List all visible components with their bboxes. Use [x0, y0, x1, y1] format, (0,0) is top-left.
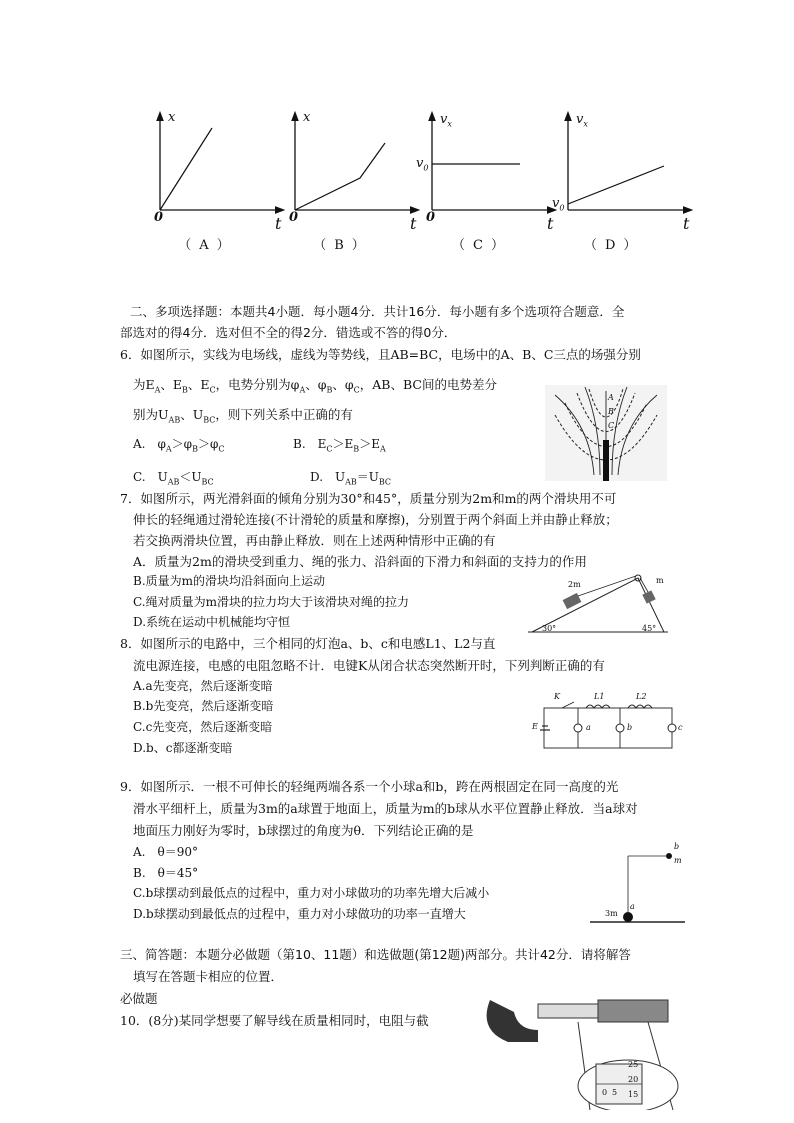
mass-2m-label: 2m: [568, 580, 581, 589]
q9-pendulum-figure: [590, 842, 685, 927]
graph-label: （A）: [178, 238, 238, 253]
q6-option-d: D. $U_{AB}=U_{BC}$: [310, 470, 392, 487]
point-c-label: C: [608, 421, 615, 430]
q6-line3: 别为$U_{AB}$、$U_{BC}$，则下列关系中正确的有: [133, 407, 353, 425]
q8-option-d: D.b、c都逐渐变暗: [133, 741, 233, 755]
scale-20-label: 20: [628, 1075, 639, 1084]
q7-incline-figure: [528, 570, 668, 638]
angle-30-label: 30°: [542, 624, 557, 633]
q7-line1: 7．如图所示，两光滑斜面的倾角分别为30°和45°，质量分别为2m和m的两个滑块用不可: [120, 491, 617, 506]
angle-45-label: 45°: [642, 624, 657, 633]
y-axis-label: x: [303, 110, 311, 125]
lamp-c-label: c: [678, 723, 683, 732]
required-label: 必做题: [120, 991, 158, 1006]
t-axis-label: t: [410, 214, 417, 233]
section3-heading-line1: 三、简答题：本题分必做题（第10、11题）和选做题(第12题)两部分。共计42分．请将解答: [120, 947, 631, 962]
point-b-label: B: [608, 407, 614, 416]
inductor-l2-label: L2: [636, 692, 647, 701]
q9-option-b: B. θ＝45°: [133, 866, 199, 880]
q8-line2: 流电源连接，电感的电阻忽略不计．电键K从闭合状态突然断开时，下列判断正确的有: [133, 658, 605, 673]
t-axis-label: t: [547, 214, 554, 233]
micrometer-figure: [478, 990, 690, 1110]
q9-line3: 地面压力刚好为零时，b球摆过的角度为θ．下列结论正确的是: [133, 823, 474, 838]
y-axis-label: x: [168, 110, 176, 125]
q7-option-c: C.绳对质量为m滑块的拉力均大于该滑块对绳的拉力: [133, 595, 409, 609]
origin-label: 0: [426, 210, 436, 225]
section2-heading-line2: 部选对的得4分．选对但不全的得2分．错选或不答的得0分．: [120, 325, 457, 340]
y-axis-label: $v_x$: [440, 112, 452, 129]
q6-option-b: B. $E_C>E_B>E_A$: [293, 437, 386, 454]
scale-5-label: 5: [612, 1088, 618, 1097]
q10-line1: 10．(8分)某同学想要了解导线在质量相同时，电阻与截: [120, 1013, 429, 1028]
graph-d: [552, 108, 698, 268]
q8-circuit-figure: [532, 690, 682, 752]
origin-label: 0: [289, 210, 299, 225]
q6-line2: 为$E_A$、$E_B$、$E_C$，电势分别为$\varphi_A$、$\varphi_B$、$\varphi_C$，AB、BC间的电势差分: [133, 377, 497, 395]
t-axis-label: t: [275, 214, 282, 233]
mass-m-label: m: [674, 856, 682, 865]
q6-line1: 6．如图所示，实线为电场线，虚线为等势线，且AB=BC，电场中的A、B、C三点的场强分别: [120, 347, 641, 362]
q8-option-c: C.c先变亮，然后逐渐变暗: [133, 720, 273, 734]
graph-label: （D）: [584, 238, 645, 253]
point-a-label: A: [608, 393, 614, 402]
ball-a-label: a: [630, 902, 635, 911]
graph-c: [416, 108, 565, 268]
q7-option-d: D.系统在运动中机械能均守恒: [133, 615, 291, 629]
q8-line1: 8．如图所示的电路中，三个相同的灯泡a、b、c和电感L1、L2与直: [120, 636, 496, 651]
q6-field-figure: [545, 385, 667, 481]
q9-line1: 9．如图所示．一根不可伸长的轻绳两端各系一个小球a和b，跨在两根固定在同一高度的光: [120, 779, 619, 794]
v0-label: $v_0$: [552, 196, 565, 213]
q6-option-a: A. $\varphi_A>\varphi_B>\varphi_C$: [133, 437, 225, 454]
graph-label: （B）: [313, 238, 373, 253]
graph-a-plot: [150, 108, 290, 238]
y-axis-label: $v_x$: [576, 112, 588, 129]
scale-15-label: 15: [628, 1090, 639, 1099]
q9-option-d: D.b球摆动到最低点的过程中，重力对小球做功的功率一直增大: [133, 907, 466, 921]
lamp-b-label: b: [627, 723, 633, 732]
mass-m-label: m: [656, 576, 664, 585]
q8-option-a: A.a先变亮，然后逐渐变暗: [133, 679, 273, 693]
section2-heading-line1: 二、多项选择题：本题共4小题．每小题4分．共计16分．每小题有多个选项符合题意．全: [130, 304, 625, 319]
inductor-l1-label: L1: [594, 692, 605, 701]
q7-option-b: B.质量为m的滑块均沿斜面向上运动: [133, 574, 326, 588]
q8-option-b: B.b先变亮，然后逐渐变暗: [133, 699, 274, 713]
q9-line2: 滑水平细杆上，质量为3m的a球置于地面上，质量为m的b球从水平位置静止释放．当a球对: [133, 801, 638, 816]
ball-b-label: b: [674, 842, 680, 851]
source-e-label: E: [532, 722, 538, 731]
v0-label: $v_0$: [416, 156, 429, 173]
graph-b-plot: [285, 108, 425, 238]
q9-option-a: A. θ＝90°: [133, 845, 198, 859]
q6-option-c: C. $U_{AB}<U_{BC}$: [133, 470, 214, 487]
scale-0-label: 0: [602, 1088, 608, 1097]
switch-k-label: K: [554, 692, 560, 701]
mass-3m-label: 3m: [605, 909, 618, 918]
section3-heading-line2: 填写在答题卡相应的位置．: [133, 969, 284, 984]
lamp-a-label: a: [586, 723, 591, 732]
q9-option-c: C.b球摆动到最低点的过程中，重力对小球做功的功率先增大后减小: [133, 886, 490, 900]
t-axis-label: t: [683, 214, 690, 233]
graph-b: [285, 108, 425, 268]
q7-line2: 伸长的轻绳通过滑轮连接(不计滑轮的质量和摩擦)，分别置于两个斜面上并由静止释放；: [133, 512, 618, 527]
q7-option-a: A．质量为2m的滑块受到重力、绳的张力、沿斜面的下滑力和斜面的支持力的作用: [133, 554, 587, 569]
scale-25-label: 25: [628, 1060, 639, 1069]
graph-a: [150, 108, 290, 268]
graph-label: （C）: [452, 238, 512, 253]
q7-line3: 若交换两滑块位置，再由静止释放．则在上述两种情形中正确的有: [133, 533, 496, 548]
origin-label: 0: [154, 210, 164, 225]
